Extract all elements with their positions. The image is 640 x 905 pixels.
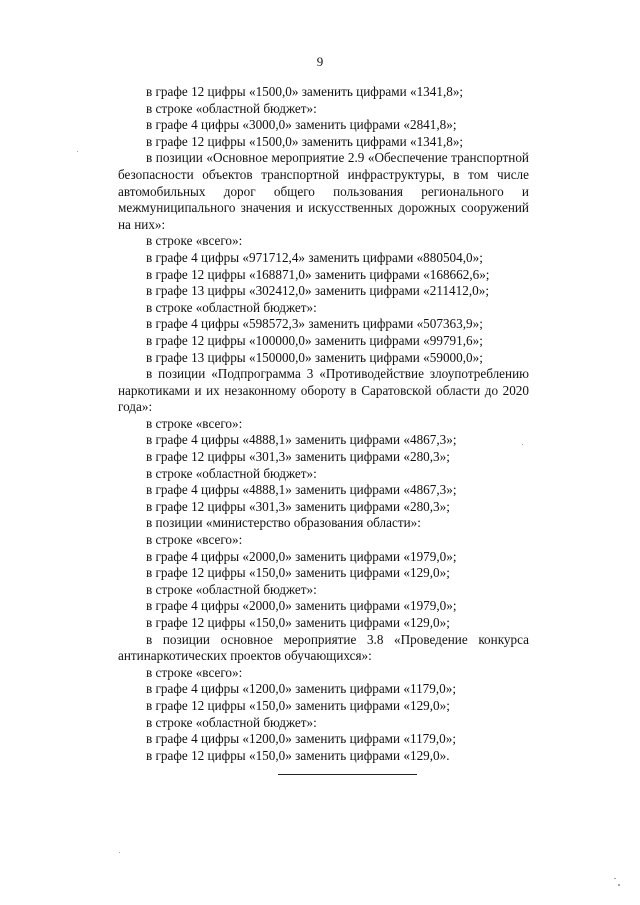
text-line: в графе 4 цифры «4888,1» заменить цифрами «4867,3»; bbox=[146, 482, 457, 498]
text-line: в графе 12 цифры «1500,0» заменить цифрами «1341,8»; bbox=[146, 133, 464, 149]
closing-separator-line bbox=[278, 774, 417, 775]
text-line: в графе 12 цифры «150,0» заменить цифрами «129,0». bbox=[146, 747, 450, 763]
text-line: в графе 4 цифры «2000,0» заменить цифрами «1979,0»; bbox=[146, 548, 457, 564]
text-line: в строке «всего»: bbox=[146, 532, 243, 548]
paragraph-main-event-2-9: в позиции «Основное мероприятие 2.9 «Обеспечение транспортной безопасности объектов транспортной инфраструктуры, в том числе автомобильных дорог общего пользования регионального и межмуниципального значения и искусственных дорожных сооружений на них»: bbox=[118, 150, 529, 232]
text-line: в графе 12 цифры «150,0» заменить цифрами «129,0»; bbox=[146, 697, 450, 713]
text-line: в графе 4 цифры «1200,0» заменить цифрами «1179,0»; bbox=[146, 681, 457, 697]
paragraph-main-event-3-8: в позиции основное мероприятие 3.8 «Проведение конкурса антинаркотических проектов обучающихся»: bbox=[118, 631, 529, 664]
text-line: в графе 4 цифры «598572,3» заменить цифрами «507363,9»; bbox=[146, 316, 483, 332]
text-line: в графе 4 цифры «971712,4» заменить цифрами «880504,0»; bbox=[146, 249, 483, 265]
text-line: в графе 4 цифры «2000,0» заменить цифрами «1979,0»; bbox=[146, 598, 457, 614]
text-line: в графе 13 цифры «302412,0» заменить цифрами «211412,0»; bbox=[146, 283, 489, 299]
text-line: в строке «областной бюджет»: bbox=[146, 100, 317, 116]
text-line: в строке «областной бюджет»: bbox=[146, 299, 317, 315]
text-line: в строке «всего»: bbox=[146, 664, 243, 680]
text-line: в позиции «министерство образования области»: bbox=[146, 515, 421, 531]
text-line: в строке «всего»: bbox=[146, 233, 243, 249]
text-line: в графе 4 цифры «3000,0» заменить цифрами «2841,8»; bbox=[146, 117, 457, 133]
scan-speck bbox=[77, 151, 78, 152]
text-line: в строке «всего»: bbox=[146, 415, 243, 431]
text-line: в строке «областной бюджет»: bbox=[146, 714, 317, 730]
text-line: в графе 4 цифры «4888,1» заменить цифрами «4867,3»; bbox=[146, 432, 457, 448]
scan-speck bbox=[618, 884, 620, 886]
text-line: в строке «областной бюджет»: bbox=[146, 581, 317, 597]
text-line: в графе 12 цифры «1500,0» заменить цифрами «1341,8»; bbox=[146, 84, 464, 99]
text-line: в графе 12 цифры «150,0» заменить цифрами «129,0»; bbox=[146, 615, 450, 630]
text-line: в строке «областной бюджет»: bbox=[146, 465, 317, 481]
text-line: в графе 4 цифры «1200,0» заменить цифрами «1179,0»; bbox=[146, 731, 457, 747]
scan-speck bbox=[522, 444, 523, 445]
page-number: 9 bbox=[316, 54, 324, 69]
text-line: в графе 12 цифры «150,0» заменить цифрами «129,0»; bbox=[146, 565, 450, 581]
text-line: в графе 12 цифры «301,3» заменить цифрами «280,3»; bbox=[146, 498, 450, 514]
scan-speck bbox=[119, 852, 120, 853]
text-line: в графе 12 цифры «100000,0» заменить цифрами «99791,6»; bbox=[146, 332, 483, 348]
document-body bbox=[118, 84, 529, 764]
text-line: в графе 13 цифры «150000,0» заменить цифрами «59000,0»; bbox=[146, 349, 483, 365]
paragraph-subprogram-3: в позиции «Подпрограмма 3 «Противодействие злоупотреблению наркотиками и их незаконному обороту в Саратовской области до 2020 года»: bbox=[118, 366, 529, 415]
text-line: в графе 12 цифры «301,3» заменить цифрами «280,3»; bbox=[146, 449, 450, 465]
text-line: в графе 12 цифры «168871,0» заменить цифрами «168662,6»; bbox=[146, 266, 490, 282]
scan-speck bbox=[614, 878, 616, 879]
